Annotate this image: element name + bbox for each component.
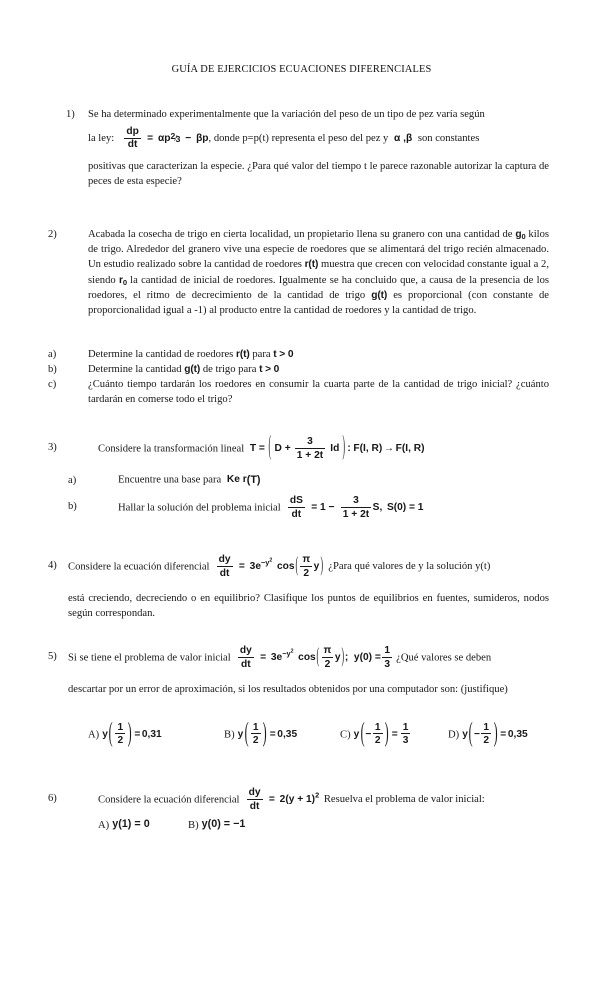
exercise-2b-math-condition: t > 0 bbox=[259, 364, 280, 375]
exercise-5-pi: π bbox=[323, 645, 332, 657]
exercise-4-equals: = bbox=[238, 561, 245, 572]
exercise-5-option-d-value: 0,35 bbox=[507, 728, 528, 740]
exercise-4-number: 4) bbox=[48, 560, 57, 571]
exercise-2-number: 2) bbox=[48, 229, 57, 240]
exercise-4-statement bbox=[68, 554, 549, 580]
exercise-6-option-b bbox=[188, 815, 245, 833]
exercise-2-var-gt: g(t) bbox=[371, 289, 388, 301]
exercise-1-constants: α ,β bbox=[394, 132, 413, 144]
exercise-5-statement bbox=[68, 645, 549, 671]
exercise-2c-label: c) bbox=[48, 379, 57, 390]
exercise-5-initial-value-fraction bbox=[382, 645, 392, 669]
exercise-3-t-equals: T = bbox=[249, 443, 265, 454]
exercise-2a-text bbox=[88, 347, 549, 362]
exercise-4-arg-y: y bbox=[313, 561, 320, 572]
exercise-2c-text bbox=[88, 377, 549, 407]
exercise-1-outro bbox=[88, 159, 549, 189]
exercise-2a-text-2: para bbox=[252, 349, 271, 360]
exercise-4-coefficient: $3e^{-y^2}$ bbox=[249, 557, 273, 572]
exercise-5-initial-lhs: y(0) = bbox=[353, 652, 381, 663]
exercise-2b-text-2: de trigo para bbox=[202, 364, 257, 375]
exercise-1-derivative-fraction bbox=[124, 126, 140, 150]
exercise-1-intro bbox=[88, 107, 549, 122]
exercise-5-option-b-argument: $\frac{1}{2}$ bbox=[252, 721, 259, 746]
exercise-5-option-c-equals: = bbox=[391, 728, 398, 740]
exercise-4-text-3: está creciendo, decreciendo o en equilibrio? Clasifique los puntos de equilibrios en fuentes, sumideros, nodos según correspondan. bbox=[68, 593, 549, 620]
exercise-5-number: 5) bbox=[48, 651, 57, 662]
exercise-3-d-plus: D + bbox=[274, 443, 291, 454]
exercise-5-exponent: −y2 bbox=[282, 648, 294, 658]
exercise-3-domain: F(I, R) bbox=[353, 443, 383, 454]
exercise-6-statement bbox=[98, 787, 549, 813]
exercise-4-pi-over-two bbox=[300, 554, 312, 578]
exercise-2-text-4: la cantidad de inicial de roedores. Igualmente se ha concluido que, a causa de la presencia de los roedores, el ritmo de decrecimiento de la cantidad de trigo bbox=[88, 274, 550, 301]
exercise-6-option-a-label: A) bbox=[98, 820, 110, 831]
exercise-4-exponent: −y2 bbox=[261, 557, 273, 567]
exercise-2a-math-condition: t > 0 bbox=[273, 349, 294, 360]
exercise-2c-text-1: ¿Cuánto tiempo tardarán los roedores en consumir la cuarta parte de la cantidad de trigo inicial? ¿cuánto tardarán en comerse todo el trigo? bbox=[88, 379, 549, 406]
exercise-3b-dt: dt bbox=[291, 508, 302, 520]
exercise-3b-coefficient-fraction bbox=[341, 495, 371, 519]
exercise-5-option-c bbox=[340, 718, 412, 748]
exercise-3b-text bbox=[118, 495, 549, 521]
exercise-5-option-c-sign: − bbox=[365, 728, 372, 740]
exercise-4-pi: π bbox=[302, 554, 311, 566]
exercise-5-option-b bbox=[224, 718, 298, 748]
exercise-1-dt: dt bbox=[127, 139, 138, 151]
exercise-6-option-b-label: B) bbox=[188, 820, 199, 831]
exercise-5-option-b-equals: = bbox=[269, 728, 276, 740]
exercise-1-text-1: Se ha determinado experimentalmente que la variación del peso de un tipo de pez varía según bbox=[88, 109, 485, 120]
exercise-3b-frac-numerator: 3 bbox=[341, 495, 371, 508]
exercise-1-equation-line bbox=[88, 126, 549, 151]
exercise-5-option-d-argument: $\frac{1}{2}$ bbox=[483, 721, 490, 746]
exercise-5-option-d-equals: = bbox=[500, 728, 507, 740]
exercise-6-dy: dy bbox=[248, 787, 261, 799]
exercise-5-option-b-open-paren: ( bbox=[244, 718, 249, 748]
exercise-3-arrow: → bbox=[383, 443, 395, 454]
exercise-5-text-3: descartar por un error de aproximación, si los resultados obtenidos por una computador son: (justifique) bbox=[68, 684, 508, 695]
exercise-4-text-2: ¿Para qué valores de y la solución y(t) bbox=[328, 561, 491, 573]
exercise-5-option-c-value: $\frac{1}{3}$ bbox=[402, 721, 409, 746]
exercise-6-dt: dt bbox=[249, 800, 260, 812]
exercise-1-equals: = bbox=[147, 132, 154, 144]
exercise-3-statement bbox=[98, 433, 549, 462]
exercise-4-dy-dt-fraction bbox=[217, 554, 233, 578]
exercise-5-close-paren: ) bbox=[341, 645, 344, 668]
exercise-4-close-paren: ) bbox=[320, 554, 323, 577]
exercise-4-cosine: cos bbox=[276, 561, 295, 572]
exercise-5-option-c-argument: $\frac{1}{2}$ bbox=[374, 721, 381, 746]
exercise-3b-s-variable: S bbox=[372, 502, 380, 513]
exercise-5-semicolon: ; bbox=[344, 652, 349, 663]
exercise-5-open-paren: ( bbox=[316, 645, 320, 668]
exercise-6-options-row bbox=[98, 815, 549, 835]
exercise-5-dy: dy bbox=[239, 645, 252, 657]
exercise-3a-kernel-arg: (T) bbox=[246, 474, 261, 486]
exercise-5-option-c-close-paren: ) bbox=[385, 718, 390, 748]
exercise-3-frac-numerator: 3 bbox=[295, 436, 325, 449]
exercise-5-text-2: ¿Qué valores se deben bbox=[396, 652, 492, 664]
exercise-2-var-r0: $r_0$ bbox=[118, 274, 127, 287]
exercise-5-option-d-label: D) bbox=[448, 729, 460, 741]
exercise-5-option-a-value: 0,31 bbox=[141, 728, 162, 740]
exercise-1-exponent-slash: ⁄ bbox=[174, 133, 176, 143]
exercise-3-colon: : bbox=[347, 443, 351, 454]
exercise-3b-comma: , bbox=[379, 502, 383, 513]
exercise-5-option-a-close-paren: ) bbox=[127, 718, 132, 748]
exercise-6-text-1: Considere la ecuación diferencial bbox=[98, 794, 240, 806]
exercise-2b-label: b) bbox=[48, 364, 57, 375]
exercise-5-equals: = bbox=[260, 652, 267, 663]
exercise-2-var-rt: r(t) bbox=[304, 259, 319, 271]
exercise-1-beta-p: βp bbox=[196, 132, 209, 144]
exercise-5-option-a bbox=[88, 718, 162, 748]
exercise-5-option-d-open-paren: ( bbox=[468, 718, 473, 748]
exercise-3a-label: a) bbox=[68, 475, 77, 486]
exercise-3b-frac-denominator: 1 + 2t bbox=[342, 508, 370, 520]
exercise-3b-equals-one-minus: = 1 − bbox=[311, 502, 335, 513]
exercise-4-continuation bbox=[68, 591, 549, 621]
exercise-5-option-d-close-paren: ) bbox=[493, 718, 498, 748]
exercise-2-text-1: Acabada la cosecha de trigo en cierta localidad, un propietario llena su granero con una cantidad de bbox=[88, 229, 513, 240]
exercise-5-two: 2 bbox=[324, 658, 331, 670]
exercise-2a-label: a) bbox=[48, 349, 57, 360]
exercise-3-close-paren: ) bbox=[342, 433, 346, 462]
exercise-5-option-d-sign: − bbox=[473, 728, 480, 740]
exercise-2b-text-1: Determine la cantidad bbox=[88, 364, 182, 375]
exercise-3-frac-denominator: 1 + 2t bbox=[296, 449, 324, 461]
exercise-3a-kernel: Ke r bbox=[226, 474, 247, 485]
exercise-1-alpha-p: αp bbox=[157, 132, 171, 144]
exercise-5-initial-numerator: 1 bbox=[384, 645, 390, 657]
exercise-3a-text-1: Encuentre una base para bbox=[118, 474, 222, 486]
exercise-5-option-d-fn: y bbox=[462, 728, 468, 740]
exercise-2-body bbox=[88, 227, 549, 318]
exercise-3b-text-1: Hallar la solución del problema inicial bbox=[118, 502, 281, 514]
exercise-3-number: 3) bbox=[48, 442, 57, 453]
exercise-6-dy-dt-fraction bbox=[247, 787, 263, 811]
exercise-2a-text-1: Determine la cantidad de roedores bbox=[88, 349, 234, 360]
exercise-2b-text bbox=[88, 362, 549, 377]
exercise-6-option-b-math: y(0) = −1 bbox=[201, 818, 246, 831]
exercise-6-text-2: Resuelva el problema de valor inicial: bbox=[323, 794, 485, 806]
exercise-4-dy: dy bbox=[218, 554, 231, 566]
exercise-3-open-paren: ( bbox=[268, 433, 271, 462]
exercise-1-number: 1) bbox=[66, 109, 75, 120]
exercise-5-option-b-close-paren: ) bbox=[263, 718, 268, 748]
exercise-3-coefficient-fraction bbox=[295, 436, 325, 460]
exercise-2a-math-rt: r(t) bbox=[235, 349, 250, 360]
exercise-6-equals: = bbox=[268, 794, 275, 805]
exercise-1-exponent-numerator: 2 bbox=[170, 130, 176, 141]
exercise-2-text-5: es proporcional (con constante de proporcionalidad igual a -1) al producto entre la cantidad de roedores y la cantidad de trigo. bbox=[88, 289, 549, 317]
exercise-5-option-c-label: C) bbox=[340, 729, 351, 741]
exercise-1-text-4: positivas que caracterizan la especie. ¿Para qué valor del tiempo t le parece razonable autorizar la captura de peces de esta especie? bbox=[88, 161, 549, 188]
exercise-5-pi-over-two bbox=[322, 645, 334, 669]
exercise-6-option-a-math: y(1) = 0 bbox=[112, 818, 150, 831]
exercise-5-option-b-fn: y bbox=[237, 728, 244, 740]
exercise-5-initial-denominator: 3 bbox=[384, 658, 390, 670]
exercise-6-rhs: $2(y + 1)^2$ bbox=[279, 790, 320, 805]
exercise-5-dy-dt-fraction bbox=[238, 645, 254, 669]
exercise-5-option-a-equals: = bbox=[134, 728, 141, 740]
exercise-6-number: 6) bbox=[48, 793, 57, 804]
exercise-5-option-a-open-paren: ( bbox=[108, 718, 113, 748]
exercise-3b-initial-condition: S(0) = 1 bbox=[386, 502, 424, 513]
exercise-3b-ds-dt-fraction bbox=[288, 495, 305, 519]
exercise-6-exponent: 2 bbox=[315, 790, 320, 800]
exercise-1-exponent-two-thirds bbox=[170, 126, 180, 150]
exercise-1-text-3: son constantes bbox=[417, 133, 480, 144]
exercise-5-coefficient: $3e^{-y^2}$ bbox=[270, 648, 294, 663]
exercise-3a-text bbox=[118, 471, 549, 489]
exercise-5-dt: dt bbox=[240, 658, 251, 670]
exercise-4-open-paren: ( bbox=[295, 554, 298, 577]
exercise-5-option-a-label: A) bbox=[88, 729, 100, 741]
page-title: GUÍA DE EJERCICIOS ECUACIONES DIFERENCIALES bbox=[171, 64, 432, 75]
exercise-5-options-row bbox=[88, 718, 549, 752]
exercise-4-text-1: Considere la ecuación diferencial bbox=[68, 561, 210, 573]
exercise-5-option-c-open-paren: ( bbox=[360, 718, 365, 748]
exercise-2-text-3: muestra que crecen con velocidad constante igual a 2, siendo bbox=[88, 259, 549, 286]
exercise-5-option-b-label: B) bbox=[224, 729, 235, 741]
exercise-1-la-ley-label: la ley: bbox=[88, 133, 115, 144]
exercise-2b-math-gt: g(t) bbox=[184, 364, 201, 375]
exercise-2-text-2: kilos de trigo. Alrededor del granero vive una especie de roedores que se alimentará del trigo recién almacenado. Un estudio realizado sobre la cantidad de roedores bbox=[88, 229, 550, 271]
exercise-5-option-a-argument: $\frac{1}{2}$ bbox=[117, 721, 124, 746]
exercise-4-two: 2 bbox=[303, 567, 310, 579]
exercise-5-arg-y: y bbox=[334, 652, 341, 663]
exercise-3-identity: Id bbox=[330, 443, 340, 454]
exercise-5-cosine: cos bbox=[298, 652, 316, 663]
exercise-5-option-d bbox=[448, 718, 528, 748]
exercise-3-codomain: F(I, R) bbox=[395, 443, 425, 454]
exercise-5-continuation bbox=[68, 682, 549, 697]
exercise-4-dt: dt bbox=[219, 567, 230, 579]
exercise-3b-label: b) bbox=[68, 501, 77, 512]
exercise-2-var-g0: $g_0$ bbox=[515, 229, 526, 242]
exercise-1-minus: − bbox=[185, 132, 192, 144]
exercise-5-option-a-fn: y bbox=[102, 728, 108, 740]
exercise-1-text-2: , donde p=p(t) representa el peso del pez y bbox=[208, 133, 389, 144]
exercise-6-option-a bbox=[98, 815, 150, 833]
exercise-5-option-b-value: 0,35 bbox=[277, 728, 298, 740]
exercise-5-option-c-fn: y bbox=[353, 728, 360, 740]
exercise-1-exponent-denominator: 3 bbox=[175, 134, 181, 145]
exercise-3b-ds: dS bbox=[289, 495, 303, 507]
exercise-3-text-1: Considere la transformación lineal bbox=[98, 443, 245, 455]
exercise-5-text-1: Si se tiene el problema de valor inicial bbox=[68, 652, 231, 664]
exercise-1-dp: dp bbox=[126, 126, 139, 138]
